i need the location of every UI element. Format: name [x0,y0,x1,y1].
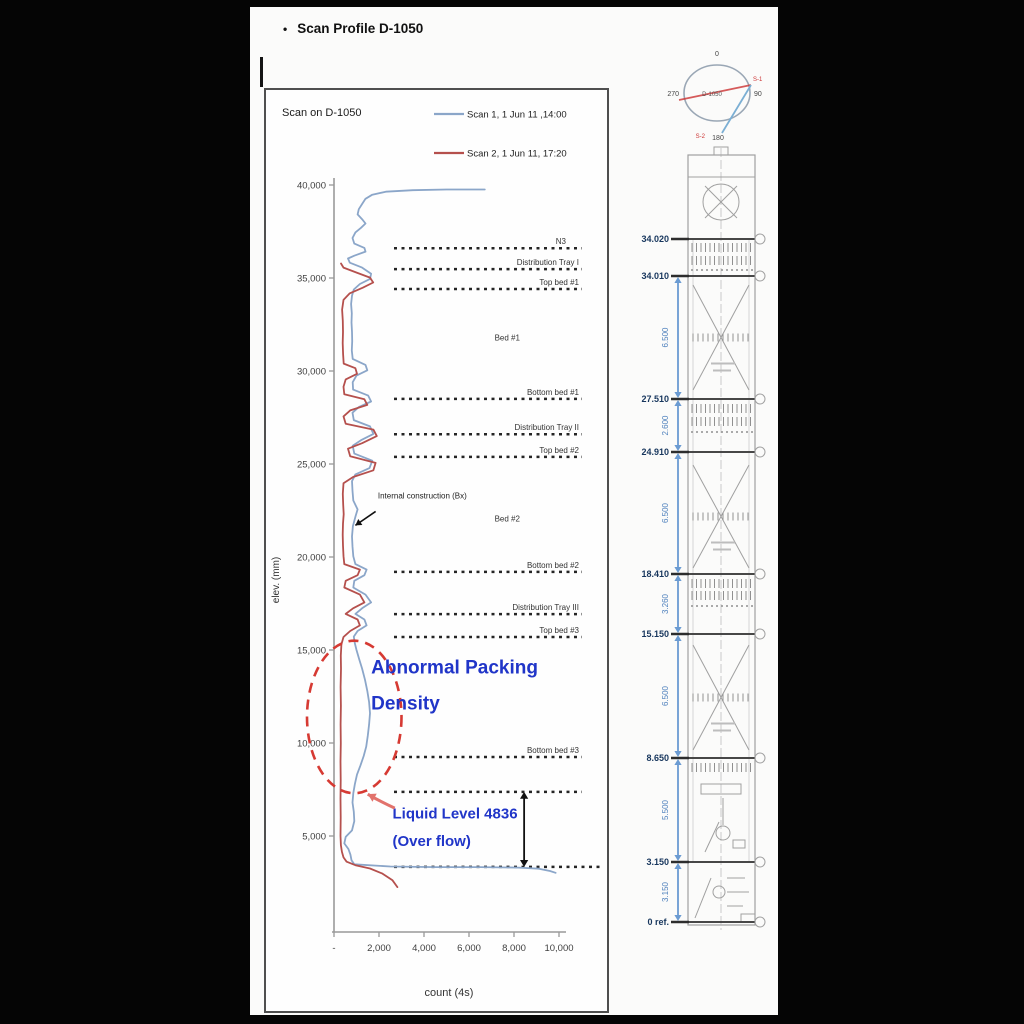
bottom-diag [695,878,711,918]
level-label: Bottom bed #2 [526,560,579,570]
elevation-label: 18.410 [641,569,669,579]
legend-label-scan1: Scan 1, 1 Jun 11 ,14:00 [467,109,567,121]
nozzle-circle [755,394,765,404]
nozzle-circle [755,917,765,927]
compass-west-label: 270 [667,91,679,98]
compass-south-label: 180 [712,135,724,142]
dim-arrowhead [674,863,681,869]
text-cursor [260,57,263,87]
orientation-compass [667,51,763,142]
compass-scanline1-label: S-1 [753,77,763,83]
bed-caption: Bed #1 [494,333,520,343]
elevation-label: 3.150 [646,857,669,867]
dim-label: 6.500 [661,502,670,524]
y-tick-label: 30,000 [296,366,326,378]
level-label: Bottom bed #3 [526,745,579,755]
bed-caption: Bed #2 [494,514,520,524]
dim-arrowhead [674,567,681,573]
valve-circle [716,826,730,840]
small-box [733,840,745,848]
y-tick-label: 5,000 [302,831,326,843]
dim-label: 5.500 [661,799,670,821]
dim-arrowhead [674,575,681,581]
x-tick-label: 10,000 [544,943,574,954]
dim-label: 3.260 [661,593,670,615]
dim-label: 6.500 [661,685,670,707]
liquid-level-text: Liquid Level 4836 [392,805,518,823]
x-axis-title: count (4s) [424,987,474,999]
liquid-level-text: (Over flow) [392,833,471,851]
y-tick-label: 20,000 [296,552,326,564]
level-label: Top bed #1 [539,277,579,287]
nozzle-circle [755,629,765,639]
column-drawing [641,147,765,930]
y-tick-label: 40,000 [296,180,326,192]
document-title [283,21,423,36]
level-label: Distribution Tray I [516,258,579,268]
dim-arrowhead [674,392,681,398]
y-tick-label: 15,000 [296,645,326,657]
bullet-icon: • [283,21,288,36]
compass-blue-chord [722,85,751,133]
dim-arrowhead [674,915,681,921]
dim-arrowhead [674,635,681,641]
dim-label: 6.500 [661,327,670,348]
level-label: Distribution Tray III [512,603,579,613]
nozzle-circle [755,447,765,457]
span-arrow-bottom [520,860,528,867]
dim-arrowhead [674,627,681,633]
elevation-label: 0 ref. [647,917,669,927]
dim-arrowhead [674,277,681,283]
span-arrow-top [520,792,528,799]
elevation-label: 8.650 [646,753,669,763]
x-tick-label: 4,000 [412,943,436,954]
dim-arrowhead [674,751,681,757]
document-page [250,7,778,1015]
compass-east-label: 90 [754,91,762,98]
level-label: Bottom bed #1 [526,387,579,397]
document-title-text: Scan Profile D-1050 [297,21,424,36]
level-label: Top bed #2 [539,445,579,455]
elevation-label: 24.910 [641,447,669,457]
compass-north-label: 0 [715,51,719,58]
x-tick-label: - [332,943,336,954]
x-tick-label: 8,000 [502,943,526,954]
x-tick-label: 6,000 [457,943,481,954]
y-axis-title: elev. (mm) [271,556,282,604]
dim-arrowhead [674,445,681,451]
dim-arrowhead [674,855,681,861]
abnormal-text: Density [371,693,440,715]
elevation-label: 15.150 [641,629,669,639]
nozzle-circle [755,271,765,281]
scan1-curve [344,190,555,873]
level-label: Distribution Tray II [514,423,579,433]
dim-arrowhead [674,453,681,459]
scan-chart-panel [264,88,609,1013]
nozzle-circle [755,857,765,867]
legend-label-scan2: Scan 2, 1 Jun 11, 17:20 [467,148,567,160]
abnormal-text: Abnormal Packing [371,657,538,679]
y-tick-label: 35,000 [296,273,326,285]
elevation-label: 34.010 [641,271,669,281]
scan-profile-chart [266,90,607,1011]
y-tick-label: 25,000 [296,459,326,471]
nozzle-circle [755,569,765,579]
chart-plot-area [297,178,604,954]
level-label: N3 [555,237,566,247]
elevation-label: 27.510 [641,394,669,404]
pointer-note-label: Internal construction (Bx) [377,491,467,501]
column-diagram [615,40,781,940]
y-tick-label: 10,000 [296,738,326,750]
dim-arrowhead [674,759,681,765]
dim-label: 2.600 [661,415,670,436]
nozzle-circle [755,753,765,763]
elevation-label: 34.020 [641,234,669,244]
dim-label: 3.150 [661,881,670,903]
nozzle-circle [755,234,765,244]
bottom-circle [713,886,725,898]
compass-scanline2-label: S-2 [695,134,705,140]
compass-center-label: D-1050 [702,92,722,98]
chart-title: Scan on D-1050 [282,107,362,119]
dim-arrowhead [674,400,681,406]
x-tick-label: 2,000 [367,943,391,954]
bottom-box [741,914,755,922]
level-label: Top bed #3 [539,625,579,635]
